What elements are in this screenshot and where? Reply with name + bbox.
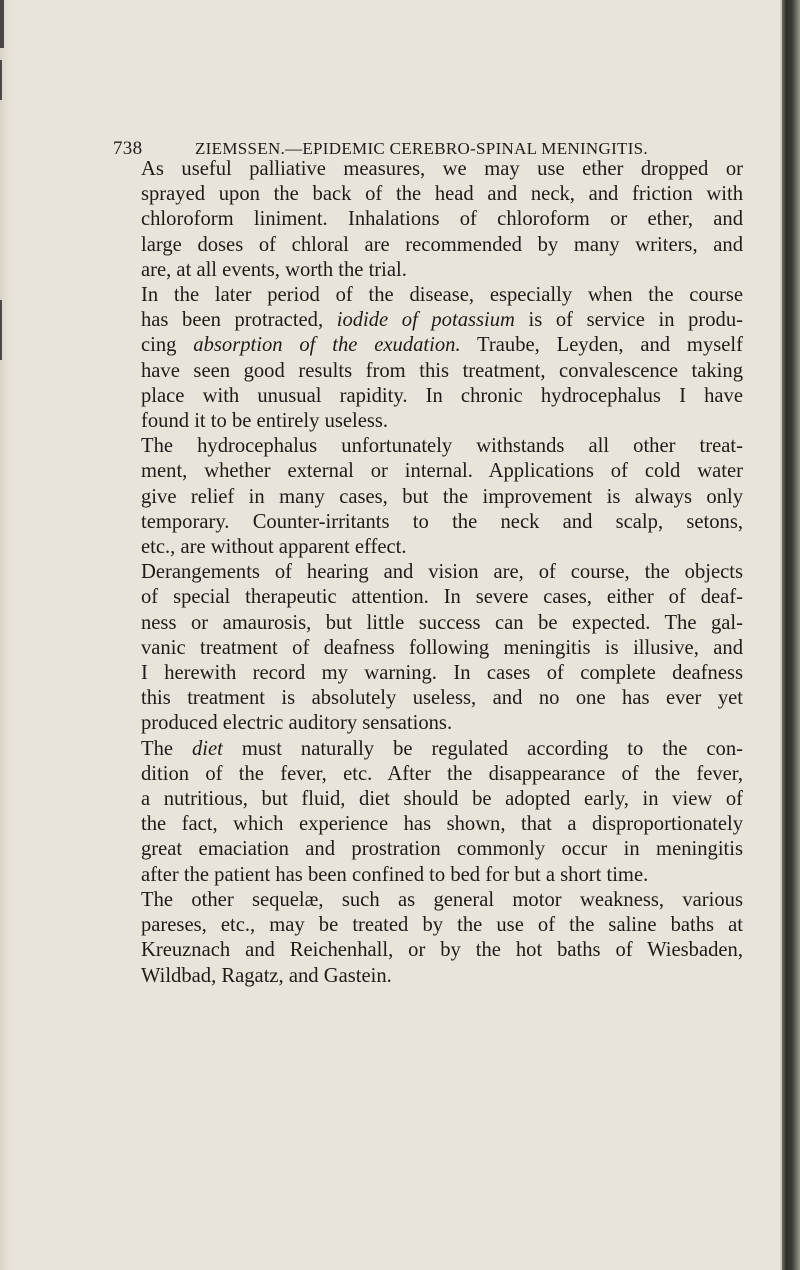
text-line: As useful palliative measures, we may use ether dropped or <box>141 158 743 180</box>
text-run: cing <box>141 334 194 357</box>
text-line: The hydrocephalus unfortunately withstands all other treat- <box>141 435 743 458</box>
paragraph <box>113 283 743 434</box>
paragraph <box>113 737 743 888</box>
text-line <box>113 737 743 762</box>
text-line: The other sequelæ, such as general motor weakness, various <box>141 888 743 911</box>
text-line: produced electric auditory sensations. <box>141 712 453 735</box>
text-line: of special therapeutic attention. In severe cases, either of deaf- <box>141 586 743 609</box>
book-edge <box>782 0 800 1270</box>
left-edge-mark <box>0 0 4 48</box>
text-run: has been protracted, <box>141 309 337 332</box>
text-line: Wildbad, Ragatz, and Gastein. <box>141 964 392 987</box>
text-line: ment, whether external or internal. Applications of cold water <box>141 460 743 483</box>
page-binding-shadow <box>0 0 14 1270</box>
text-line: Derangements of hearing and vision are, of course, the objects <box>141 561 743 584</box>
text-line <box>113 308 743 333</box>
text-line: etc., are without apparent effect. <box>141 536 407 559</box>
text-line: dition of the fever, etc. After the disappearance of the fever, <box>141 762 743 785</box>
text-line: found it to be entirely useless. <box>141 410 389 433</box>
text-run: is of service in produ- <box>514 309 743 332</box>
body-text <box>113 157 743 989</box>
running-title: ZIEMSSEN.—EPIDEMIC CEREBRO-SPINAL MENINGITIS. <box>195 139 648 158</box>
text-line: place with unusual rapidity. In chronic hydrocephalus I have <box>141 384 743 407</box>
italic-term: diet <box>192 737 223 760</box>
text-line: Kreuznach and Reichenhall, or by the hot baths of Wiesbaden, <box>141 939 743 962</box>
text-line: have seen good results from this treatment, convalescence taking <box>141 359 743 382</box>
text-line: chloroform liniment. Inhalations of chloroform or ether, and <box>141 208 743 231</box>
paragraph <box>113 157 743 283</box>
text-line: after the patient has been confined to bed for but a short time. <box>141 863 649 886</box>
text-line: this treatment is absolutely useless, and no one has ever yet <box>141 687 743 710</box>
text-line: temporary. Counter-irritants to the neck and scalp, setons, <box>141 510 743 533</box>
left-edge-mark <box>0 300 2 360</box>
text-line: In the later period of the disease, especially when the course <box>141 284 743 307</box>
italic-term: iodide of potassium <box>336 309 515 332</box>
text-line: vanic treatment of deafness following meningitis is illusive, and <box>141 636 743 659</box>
text-line: give relief in many cases, but the improvement is always only <box>141 485 743 508</box>
text-line: a nutritious, but fluid, diet should be adopted early, in view of <box>141 788 743 811</box>
italic-term: absorption of the exudation. <box>193 334 461 357</box>
text-line: are, at all events, worth the trial. <box>141 258 407 281</box>
paragraph <box>113 560 743 736</box>
text-line: great emaciation and prostration commonly occur in meningitis <box>141 838 743 861</box>
page-number: 738 <box>113 138 143 159</box>
text-line: the fact, which experience has shown, that a disproportionately <box>141 813 743 836</box>
left-edge-mark <box>0 60 2 100</box>
text-line <box>113 333 743 358</box>
paragraph <box>113 888 743 989</box>
text-run: The <box>141 737 192 760</box>
text-line: ness or amaurosis, but little success can be expected. The gal- <box>141 611 743 634</box>
text-line: sprayed upon the back of the head and neck, and friction with <box>141 183 743 206</box>
text-line: large doses of chloral are recommended by many writers, and <box>141 233 743 256</box>
paragraph <box>113 434 743 560</box>
text-run: Traube, Leyden, and myself <box>460 334 743 357</box>
text-run: must naturally be regulated according to the con- <box>222 737 743 760</box>
text-line: I herewith record my warning. In cases of complete deafness <box>141 662 743 685</box>
text-line: pareses, etc., may be treated by the use of the saline baths at <box>141 914 743 937</box>
